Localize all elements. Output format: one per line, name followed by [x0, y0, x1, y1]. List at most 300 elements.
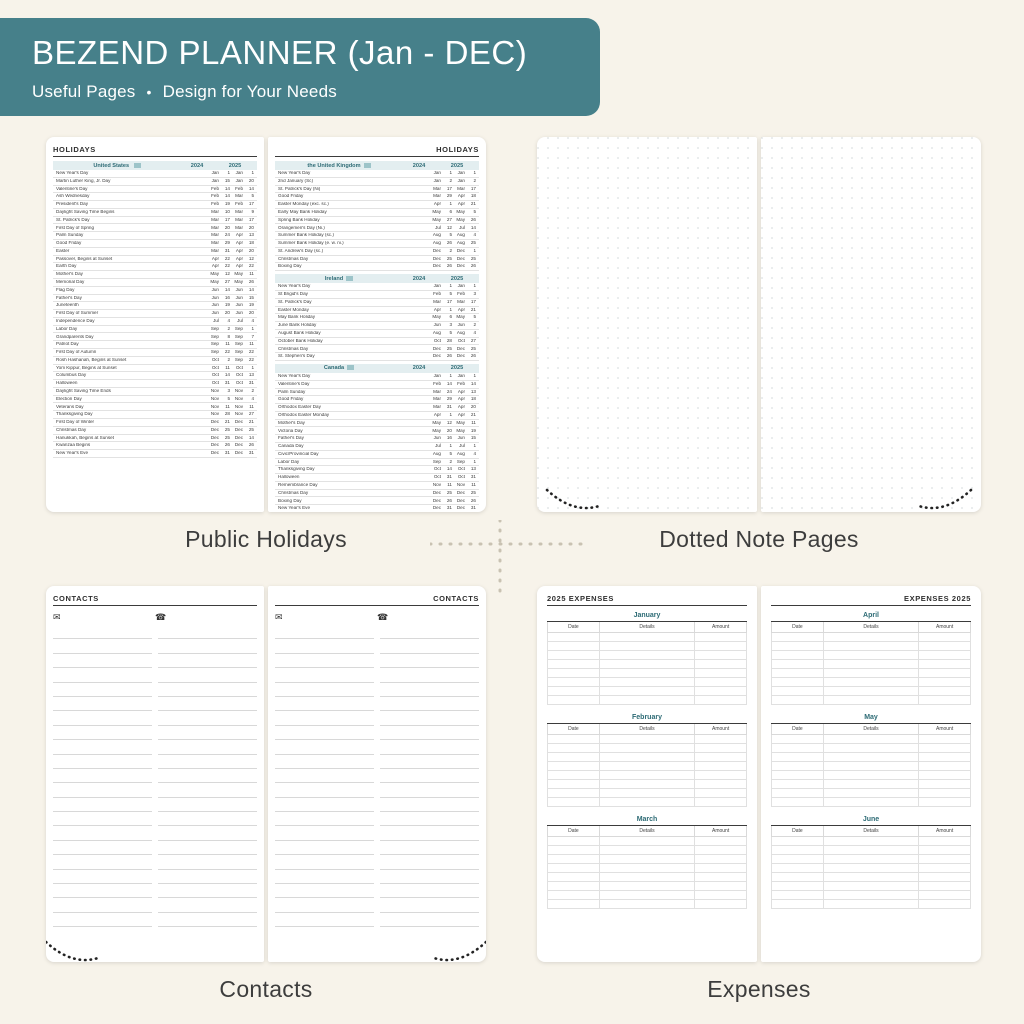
table-cell[interactable]: [548, 855, 600, 864]
contact-line[interactable]: [275, 783, 374, 797]
table-cell[interactable]: [599, 900, 695, 909]
table-cell[interactable]: [695, 789, 747, 798]
contact-line[interactable]: [380, 683, 479, 697]
contact-line[interactable]: [275, 683, 374, 697]
contact-line[interactable]: [380, 870, 479, 884]
table-cell[interactable]: [823, 678, 919, 687]
table-cell[interactable]: [548, 642, 600, 651]
contact-line[interactable]: [158, 884, 257, 898]
table-cell[interactable]: [548, 687, 600, 696]
table-cell[interactable]: [823, 753, 919, 762]
table-row[interactable]: [548, 744, 747, 753]
table-cell[interactable]: [548, 696, 600, 705]
contact-line[interactable]: [53, 683, 152, 697]
table-row: [275, 345, 479, 353]
table-cell[interactable]: [823, 864, 919, 873]
table-row[interactable]: [548, 864, 747, 873]
table-cell[interactable]: [823, 651, 919, 660]
contact-line[interactable]: [380, 639, 479, 653]
table-cell[interactable]: [772, 798, 824, 807]
contact-line[interactable]: [275, 898, 374, 912]
holiday-month-2025: Mar: [235, 224, 243, 230]
contact-line[interactable]: [53, 711, 152, 725]
contact-line[interactable]: [380, 755, 479, 769]
table-cell[interactable]: [772, 771, 824, 780]
table-cell[interactable]: [599, 633, 695, 642]
table-row[interactable]: [772, 864, 971, 873]
table-cell[interactable]: [772, 753, 824, 762]
table-cell[interactable]: [823, 687, 919, 696]
table-row[interactable]: [548, 642, 747, 651]
contact-line[interactable]: [275, 755, 374, 769]
table-cell[interactable]: [548, 798, 600, 807]
contact-line[interactable]: [53, 668, 152, 682]
table-cell[interactable]: [695, 633, 747, 642]
table-row[interactable]: [772, 846, 971, 855]
contact-line[interactable]: [53, 855, 152, 869]
table-cell[interactable]: [695, 735, 747, 744]
table-row[interactable]: [548, 780, 747, 789]
contact-line[interactable]: [275, 884, 374, 898]
table-cell[interactable]: [695, 864, 747, 873]
table-cell[interactable]: [823, 855, 919, 864]
table-row[interactable]: [548, 762, 747, 771]
contact-line[interactable]: [53, 654, 152, 668]
table-row[interactable]: [548, 696, 747, 705]
table-row[interactable]: [772, 696, 971, 705]
table-cell[interactable]: [772, 789, 824, 798]
contact-line[interactable]: [380, 668, 479, 682]
contact-line[interactable]: [53, 783, 152, 797]
contact-line[interactable]: [158, 870, 257, 884]
table-cell[interactable]: [919, 891, 971, 900]
holiday-name: Palm Sunday: [278, 389, 306, 394]
contact-line[interactable]: [158, 697, 257, 711]
table-row[interactable]: [548, 771, 747, 780]
table-row[interactable]: [772, 873, 971, 882]
table-cell[interactable]: [772, 900, 824, 909]
contact-line[interactable]: [380, 726, 479, 740]
table-cell[interactable]: [599, 882, 695, 891]
table-cell[interactable]: [919, 798, 971, 807]
contact-line[interactable]: [158, 841, 257, 855]
contact-line[interactable]: [275, 855, 374, 869]
table-row[interactable]: [772, 762, 971, 771]
contact-line[interactable]: [53, 826, 152, 840]
contact-line[interactable]: [275, 726, 374, 740]
table-cell[interactable]: [823, 660, 919, 669]
table-cell[interactable]: [695, 696, 747, 705]
contact-line[interactable]: [158, 668, 257, 682]
table-cell[interactable]: [772, 642, 824, 651]
contact-line[interactable]: [158, 812, 257, 826]
table-cell[interactable]: [548, 780, 600, 789]
contact-line[interactable]: [53, 898, 152, 912]
table-cell[interactable]: [599, 651, 695, 660]
table-cell[interactable]: [823, 789, 919, 798]
section-dotted-notes: [537, 137, 981, 553]
contact-line[interactable]: [380, 826, 479, 840]
holiday-month-2025: Mar: [235, 209, 243, 214]
table-cell[interactable]: [548, 882, 600, 891]
table-cell[interactable]: [772, 744, 824, 753]
table-row[interactable]: [772, 855, 971, 864]
contact-line[interactable]: [158, 654, 257, 668]
contact-line[interactable]: [53, 812, 152, 826]
table-row[interactable]: [548, 687, 747, 696]
table-cell[interactable]: [695, 837, 747, 846]
table-cell[interactable]: [695, 873, 747, 882]
table-cell[interactable]: [695, 762, 747, 771]
table-cell[interactable]: [599, 780, 695, 789]
table-row[interactable]: [772, 651, 971, 660]
contact-line[interactable]: [158, 826, 257, 840]
table-cell[interactable]: [599, 696, 695, 705]
contact-line[interactable]: [275, 913, 374, 927]
table-cell[interactable]: [823, 642, 919, 651]
table-cell[interactable]: [599, 891, 695, 900]
contact-line[interactable]: [275, 841, 374, 855]
table-cell[interactable]: [548, 771, 600, 780]
contact-line[interactable]: [53, 755, 152, 769]
table-row[interactable]: [548, 651, 747, 660]
table-row[interactable]: [772, 789, 971, 798]
contact-line[interactable]: [275, 625, 374, 639]
table-cell[interactable]: [919, 735, 971, 744]
table-cell[interactable]: [772, 678, 824, 687]
table-row[interactable]: [548, 789, 747, 798]
holiday-day-2024: 22: [224, 263, 230, 269]
contact-line[interactable]: [380, 769, 479, 783]
table-cell[interactable]: [548, 789, 600, 798]
table-cell[interactable]: [823, 669, 919, 678]
table-row[interactable]: [548, 873, 747, 882]
table-cell[interactable]: [599, 678, 695, 687]
table-row[interactable]: [548, 660, 747, 669]
contact-line[interactable]: [158, 639, 257, 653]
contact-line[interactable]: [275, 812, 374, 826]
table-cell[interactable]: [599, 798, 695, 807]
table-cell[interactable]: [772, 633, 824, 642]
table-cell[interactable]: [919, 696, 971, 705]
contacts-column[interactable]: [158, 625, 257, 962]
contact-line[interactable]: [53, 769, 152, 783]
contact-line[interactable]: [53, 726, 152, 740]
contacts-column[interactable]: [380, 625, 479, 962]
table-cell[interactable]: [919, 780, 971, 789]
table-cell[interactable]: [823, 837, 919, 846]
table-cell[interactable]: [548, 735, 600, 744]
table-cell[interactable]: [919, 771, 971, 780]
table-cell[interactable]: [823, 780, 919, 789]
contact-line[interactable]: [158, 798, 257, 812]
table-cell[interactable]: [695, 771, 747, 780]
table-row[interactable]: [772, 900, 971, 909]
table-cell[interactable]: [548, 873, 600, 882]
table-cell[interactable]: [919, 789, 971, 798]
table-cell[interactable]: [599, 837, 695, 846]
table-cell[interactable]: [772, 891, 824, 900]
table-cell[interactable]: [823, 633, 919, 642]
table-cell[interactable]: [919, 873, 971, 882]
table-row[interactable]: [548, 633, 747, 642]
table-row[interactable]: [772, 660, 971, 669]
table-cell[interactable]: [548, 900, 600, 909]
table-cell[interactable]: [919, 837, 971, 846]
table-row[interactable]: [772, 798, 971, 807]
table-cell[interactable]: [919, 762, 971, 771]
contact-line[interactable]: [53, 798, 152, 812]
holiday-month-2025: Jan: [457, 177, 465, 183]
table-cell[interactable]: [919, 642, 971, 651]
table-cell[interactable]: [548, 678, 600, 687]
table-row[interactable]: [548, 753, 747, 762]
table-cell[interactable]: [772, 873, 824, 882]
table-cell[interactable]: [919, 882, 971, 891]
contacts-column[interactable]: [275, 625, 374, 962]
contact-line[interactable]: [380, 798, 479, 812]
table-row[interactable]: [772, 882, 971, 891]
table-cell[interactable]: [823, 762, 919, 771]
table-row[interactable]: [548, 669, 747, 678]
table-cell[interactable]: [823, 798, 919, 807]
table-cell[interactable]: [823, 771, 919, 780]
table-cell[interactable]: [823, 873, 919, 882]
holiday-month-2024: Oct: [433, 466, 441, 472]
contact-line[interactable]: [380, 711, 479, 725]
table-cell[interactable]: [599, 669, 695, 678]
table-cell[interactable]: [599, 762, 695, 771]
table-cell[interactable]: [919, 855, 971, 864]
table-cell[interactable]: [548, 891, 600, 900]
table-cell[interactable]: [772, 735, 824, 744]
contact-line[interactable]: [275, 826, 374, 840]
contact-line[interactable]: [53, 913, 152, 927]
table-cell[interactable]: [919, 846, 971, 855]
table-cell[interactable]: [772, 780, 824, 789]
table-row[interactable]: [772, 735, 971, 744]
table-cell[interactable]: [823, 744, 919, 753]
table-cell[interactable]: [823, 696, 919, 705]
table-cell[interactable]: [772, 855, 824, 864]
table-row: [53, 302, 257, 310]
table-cell[interactable]: [548, 660, 600, 669]
contact-line[interactable]: [158, 783, 257, 797]
table-row[interactable]: [548, 891, 747, 900]
table-cell[interactable]: [919, 651, 971, 660]
contact-line[interactable]: [275, 668, 374, 682]
table-cell[interactable]: [548, 762, 600, 771]
table-cell[interactable]: [919, 900, 971, 909]
table-cell[interactable]: [919, 744, 971, 753]
table-cell[interactable]: [772, 651, 824, 660]
table-cell[interactable]: [823, 900, 919, 909]
contact-line[interactable]: [380, 812, 479, 826]
contact-line[interactable]: [53, 884, 152, 898]
contact-line[interactable]: [53, 740, 152, 754]
holiday-month-2025: Jun: [457, 435, 465, 441]
table-row[interactable]: [548, 837, 747, 846]
table-row[interactable]: [548, 846, 747, 855]
contact-line[interactable]: [275, 870, 374, 884]
table-row: [275, 283, 479, 291]
table-row[interactable]: [772, 891, 971, 900]
contact-line[interactable]: [158, 726, 257, 740]
table-cell[interactable]: [772, 762, 824, 771]
table-row[interactable]: [772, 633, 971, 642]
contact-line[interactable]: [53, 625, 152, 639]
table-cell[interactable]: [599, 771, 695, 780]
table-row[interactable]: [772, 669, 971, 678]
contact-line[interactable]: [275, 711, 374, 725]
table-cell[interactable]: [695, 651, 747, 660]
table-cell[interactable]: [772, 660, 824, 669]
table-cell[interactable]: [548, 651, 600, 660]
table-row[interactable]: [772, 744, 971, 753]
table-row[interactable]: [772, 642, 971, 651]
table-cell[interactable]: [772, 837, 824, 846]
contact-line[interactable]: [158, 898, 257, 912]
contact-line[interactable]: [275, 654, 374, 668]
contact-line[interactable]: [158, 769, 257, 783]
table-cell[interactable]: [772, 864, 824, 873]
contact-line[interactable]: [380, 898, 479, 912]
table-cell[interactable]: [695, 900, 747, 909]
contact-line[interactable]: [380, 625, 479, 639]
table-row[interactable]: [548, 900, 747, 909]
holiday-day-2025: 21: [470, 306, 476, 312]
table-row[interactable]: [548, 735, 747, 744]
table-row[interactable]: [772, 771, 971, 780]
contact-line[interactable]: [53, 639, 152, 653]
contact-line[interactable]: [158, 683, 257, 697]
holiday-month-2025: Oct: [457, 337, 465, 343]
contact-line[interactable]: [380, 855, 479, 869]
contact-line[interactable]: [275, 697, 374, 711]
contact-line[interactable]: [380, 913, 479, 927]
table-cell[interactable]: [919, 753, 971, 762]
table-row: [53, 396, 257, 404]
table-cell[interactable]: [548, 633, 600, 642]
table-cell[interactable]: [548, 669, 600, 678]
table-cell[interactable]: [695, 669, 747, 678]
contact-line[interactable]: [275, 740, 374, 754]
table-cell[interactable]: [823, 882, 919, 891]
table-cell[interactable]: [919, 660, 971, 669]
table-cell[interactable]: [919, 864, 971, 873]
table-cell[interactable]: [695, 744, 747, 753]
table-row[interactable]: [772, 687, 971, 696]
table-cell[interactable]: [599, 789, 695, 798]
contact-line[interactable]: [53, 841, 152, 855]
table-cell[interactable]: [772, 882, 824, 891]
contact-line[interactable]: [158, 740, 257, 754]
table-row[interactable]: [772, 837, 971, 846]
contacts-column[interactable]: [53, 625, 152, 962]
table-cell[interactable]: [599, 753, 695, 762]
contact-line[interactable]: [380, 783, 479, 797]
month-title: March: [547, 816, 747, 826]
table-row[interactable]: [548, 882, 747, 891]
table-cell[interactable]: [548, 864, 600, 873]
contact-line[interactable]: [53, 870, 152, 884]
table-cell[interactable]: [772, 846, 824, 855]
contact-line[interactable]: [275, 639, 374, 653]
table-cell[interactable]: [695, 846, 747, 855]
contact-line[interactable]: [380, 740, 479, 754]
contact-line[interactable]: [275, 798, 374, 812]
table-cell[interactable]: [548, 837, 600, 846]
holiday-month-2024: Mar: [433, 185, 441, 191]
contact-line[interactable]: [158, 625, 257, 639]
table-cell[interactable]: [695, 678, 747, 687]
table-cell[interactable]: [695, 753, 747, 762]
table-cell[interactable]: [548, 846, 600, 855]
table-cell[interactable]: [695, 891, 747, 900]
table-cell[interactable]: [599, 846, 695, 855]
table-row[interactable]: [772, 780, 971, 789]
table-row[interactable]: [548, 678, 747, 687]
table-cell[interactable]: [823, 735, 919, 744]
table-cell[interactable]: [599, 735, 695, 744]
contact-line[interactable]: [158, 913, 257, 927]
table-cell[interactable]: [772, 687, 824, 696]
contact-line[interactable]: [53, 697, 152, 711]
table-cell[interactable]: [823, 846, 919, 855]
contact-line[interactable]: [380, 654, 479, 668]
table-cell[interactable]: [772, 669, 824, 678]
column-header: Amount: [919, 826, 971, 837]
table-cell[interactable]: [599, 855, 695, 864]
table-cell[interactable]: [599, 687, 695, 696]
table-cell[interactable]: [695, 660, 747, 669]
holiday-day-2025: 20: [248, 177, 254, 183]
table-cell[interactable]: [695, 687, 747, 696]
table-cell[interactable]: [823, 891, 919, 900]
table-row[interactable]: [548, 855, 747, 864]
table-cell[interactable]: [548, 744, 600, 753]
table-cell[interactable]: [919, 669, 971, 678]
table-row[interactable]: [772, 753, 971, 762]
table-cell[interactable]: [695, 780, 747, 789]
table-cell[interactable]: [695, 798, 747, 807]
table-cell[interactable]: [695, 642, 747, 651]
table-cell[interactable]: [599, 864, 695, 873]
table-cell[interactable]: [548, 753, 600, 762]
dotted-page-left: [537, 137, 757, 512]
contact-line[interactable]: [158, 711, 257, 725]
contact-line[interactable]: [275, 769, 374, 783]
table-cell[interactable]: [772, 696, 824, 705]
contact-line[interactable]: [380, 884, 479, 898]
table-cell[interactable]: [695, 855, 747, 864]
table-cell[interactable]: [599, 744, 695, 753]
table-cell[interactable]: [919, 633, 971, 642]
table-row[interactable]: [772, 678, 971, 687]
table-cell[interactable]: [599, 642, 695, 651]
contact-line[interactable]: [158, 755, 257, 769]
contact-line[interactable]: [380, 697, 479, 711]
contact-line[interactable]: [158, 855, 257, 869]
table-cell[interactable]: [919, 687, 971, 696]
table-cell[interactable]: [599, 660, 695, 669]
table-cell[interactable]: [599, 873, 695, 882]
holiday-day-2024: 21: [224, 419, 230, 425]
contact-line[interactable]: [380, 841, 479, 855]
table-cell[interactable]: [919, 678, 971, 687]
table-cell[interactable]: [695, 882, 747, 891]
table-row[interactable]: [548, 798, 747, 807]
